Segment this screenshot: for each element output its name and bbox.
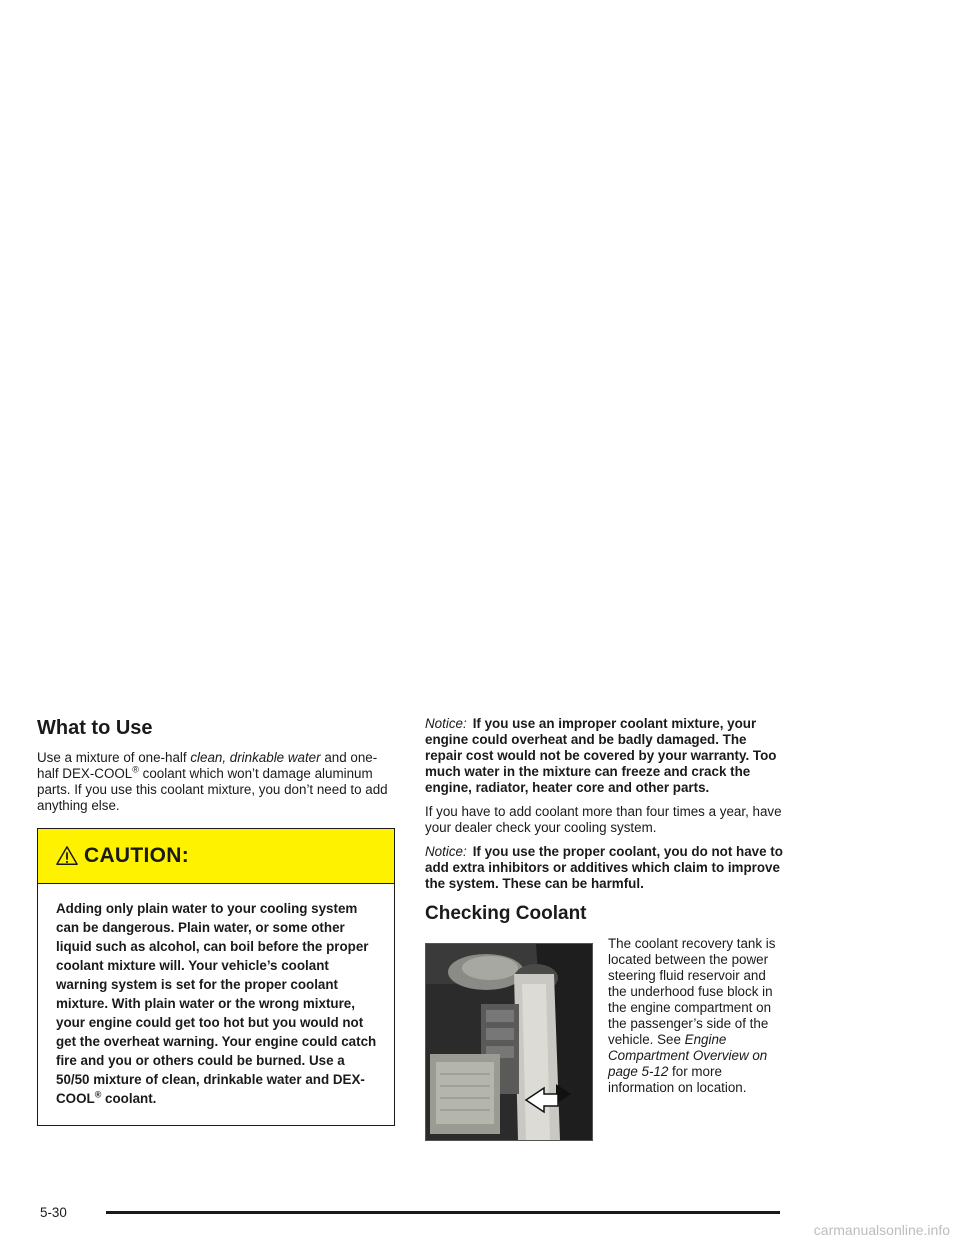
what-to-use-heading: What to Use — [37, 717, 153, 739]
right-column — [425, 716, 787, 1146]
caution-text: Adding only plain water to your cooling system can be dangerous. Plain water, or some other liquid such as alcohol, can boil before the proper coolant mixture will. Your vehicle’s coolant warning system is set for the proper coolant mixture. With plain water or the wrong mixture, your engine could get too hot but you would not get the overheat warning. Your engine could catch fire and you or others could be burned. Use a 50/50 mixture of clean, drinkable water and DEX-COOL® coolant. — [56, 901, 377, 1106]
coolant-tank-photo — [425, 943, 593, 1141]
checking-coolant-heading: Checking Coolant — [425, 903, 587, 924]
caution-title: CAUTION: — [84, 844, 190, 867]
warning-triangle-icon — [56, 845, 78, 867]
caution-box — [37, 828, 395, 1126]
page-number: 5-30 — [40, 1205, 67, 1220]
footer-rule — [106, 1211, 780, 1214]
notice-improper-mixture: Notice: If you use an improper coolant mixture, your engine could overheat and be badly damaged. The repair cost would not be covered by your warranty. Too much water in the mixture can freeze and crack the engine, radiator, heater core and other parts. — [425, 716, 777, 795]
notice-proper-coolant: Notice: If you use the proper coolant, you do not have to add extra inhibitors or additives which claim to improve the system. These can be harmful. — [425, 844, 783, 891]
engine-compartment-illustration — [426, 944, 592, 1140]
engine-compartment-link[interactable]: Engine Compartment Overview on page 5-12 — [608, 1032, 768, 1079]
watermark: carmanualsonline.info — [813, 1222, 950, 1238]
left-column — [37, 716, 395, 1126]
checking-coolant-paragraph: The coolant recovery tank is located between the power steering fluid reservoir and the underhood fuse block in the engine compartment on the passenger’s side of the vehicle. See Engine Compartment Overview on page 5-12 for more information on location. — [608, 936, 776, 1095]
dealer-paragraph: If you have to add coolant more than four times a year, have your dealer check your cooling system. — [425, 804, 782, 835]
what-to-use-paragraph: Use a mixture of one-half clean, drinkable water and one-half DEX-COOL® coolant which won’t damage aluminum parts. If you use this coolant mixture, you don’t need to add anything else. — [37, 750, 388, 813]
checking-coolant-section — [425, 936, 787, 1146]
caution-header — [38, 829, 394, 884]
